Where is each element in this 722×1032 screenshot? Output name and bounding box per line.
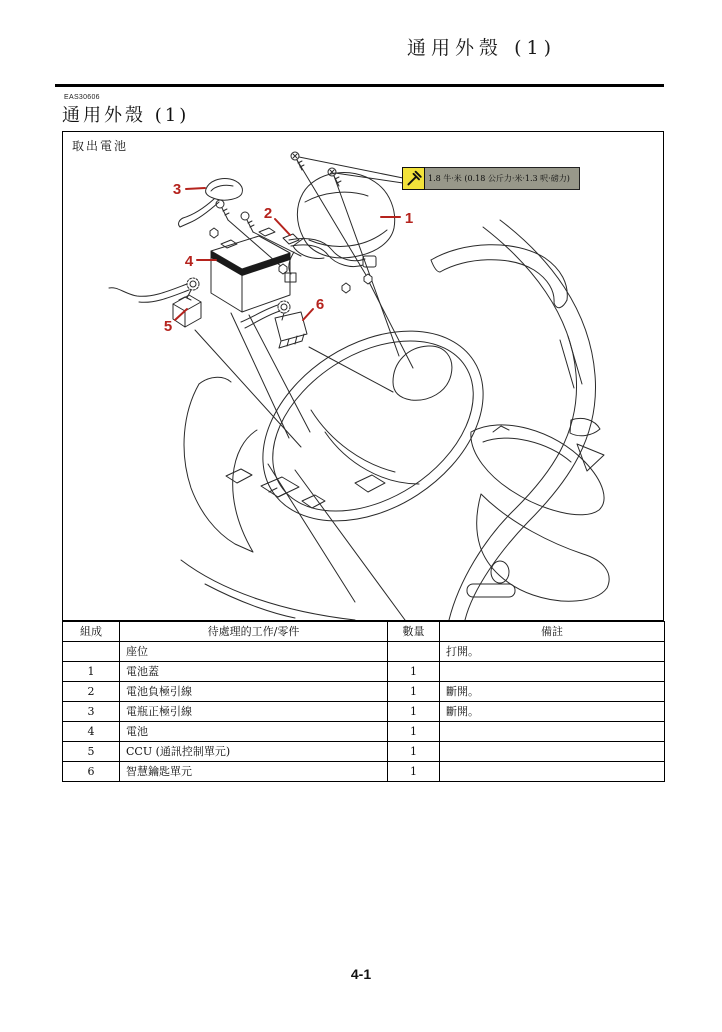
terminal-cap-drawing	[179, 178, 243, 227]
callout-3: 3	[172, 181, 182, 198]
table-header-row	[63, 622, 665, 642]
callout-4: 4	[184, 253, 194, 270]
cell-remarks: 打開。	[440, 642, 665, 662]
cell-order: 4	[63, 722, 120, 742]
cell-job: 電瓶正極引線	[120, 702, 388, 722]
cell-remarks	[440, 722, 665, 742]
cell-job: 智慧鑰匙單元	[120, 762, 388, 782]
figure-caption: 取出電池	[72, 139, 129, 153]
table-row	[63, 702, 665, 722]
cell-qty: 1	[388, 762, 440, 782]
cell-job: CCU (通訊控制單元)	[120, 742, 388, 762]
battery-drawing	[211, 228, 290, 312]
parts-table-body	[63, 642, 665, 782]
parts-table	[62, 621, 665, 782]
torque-spec-text: 1.8 牛·米 (0.18 公斤力·米·1.3 呎·磅力)	[425, 167, 580, 190]
wrench-icon	[402, 167, 425, 190]
cell-job: 電池	[120, 722, 388, 742]
cell-qty: 1	[388, 682, 440, 702]
callout-1: 1	[404, 210, 414, 227]
col-header-remarks: 備註	[440, 622, 665, 642]
table-row	[63, 682, 665, 702]
cell-order	[63, 642, 120, 662]
cell-job: 電池負極引線	[120, 682, 388, 702]
col-header-order: 組成	[63, 622, 120, 642]
cell-order: 3	[63, 702, 120, 722]
exploded-diagram	[63, 132, 663, 620]
cell-job: 電池蓋	[120, 662, 388, 682]
cell-qty: 1	[388, 702, 440, 722]
table-row	[63, 762, 665, 782]
battery-cover-drawing	[285, 172, 395, 288]
screws-drawing	[210, 152, 403, 356]
callout-6: 6	[315, 296, 325, 313]
section-code: EAS30606	[64, 94, 100, 101]
cell-remarks	[440, 762, 665, 782]
table-row	[63, 742, 665, 762]
torque-spec-box	[402, 167, 580, 190]
callout-2: 2	[263, 205, 273, 222]
cell-qty: 1	[388, 722, 440, 742]
page-header-title: 通用外殼 (1)	[407, 37, 556, 59]
cell-qty: 1	[388, 742, 440, 762]
scooter-body-art	[181, 220, 609, 620]
callout-5: 5	[163, 318, 173, 335]
page-number: 4-1	[350, 966, 372, 982]
cell-remarks: 斷開。	[440, 702, 665, 722]
cell-remarks: 斷開。	[440, 682, 665, 702]
main-content	[62, 131, 664, 782]
cell-qty: 1	[388, 662, 440, 682]
table-row	[63, 722, 665, 742]
cell-remarks	[440, 662, 665, 682]
col-header-job: 待處理的工作/零件	[120, 622, 388, 642]
cell-order: 2	[63, 682, 120, 702]
cell-order: 6	[63, 762, 120, 782]
ccu-drawing	[109, 278, 201, 327]
col-header-qty: 數量	[388, 622, 440, 642]
exploded-view-panel	[62, 131, 664, 621]
cell-qty	[388, 642, 440, 662]
cell-job: 座位	[120, 642, 388, 662]
cell-order: 5	[63, 742, 120, 762]
header-rule	[55, 84, 664, 87]
table-row	[63, 642, 665, 662]
cell-remarks	[440, 742, 665, 762]
table-row	[63, 662, 665, 682]
smart-key-unit-drawing	[241, 301, 307, 348]
section-title: 通用外殼 (1)	[62, 105, 190, 126]
cell-order: 1	[63, 662, 120, 682]
